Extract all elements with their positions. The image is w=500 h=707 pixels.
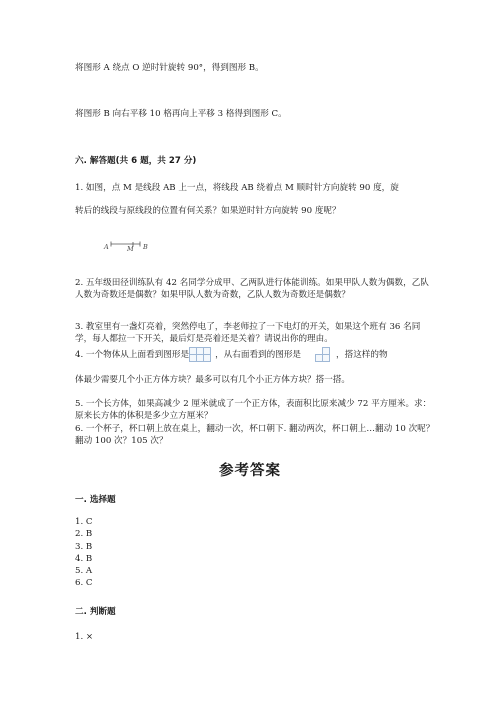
section-heading-true-false: 二. 判断题 [75, 607, 116, 617]
question-5: 5. 一个长方体，如果高减少 2 厘米就成了一个正方体，表面积比原来减少 72 平方厘米。求：原来长方体的体积是多少立方厘米？ [75, 399, 432, 421]
point-m-label: M [127, 245, 134, 252]
answer-key-title: 参考答案 [219, 463, 281, 479]
question-4-text-end: ，搭这样的物 [336, 350, 388, 360]
question-2: 2. 五年级田径训练队有 42 名同学分成甲、乙两队进行体能训练。如果甲队人数为偶数，乙队人数为奇数还是偶数？如果甲队人数为奇数，乙队人数为奇数还是偶数？ [75, 278, 429, 300]
segment-ab-figure [100, 238, 150, 252]
choice-answer-list [75, 516, 93, 590]
choice-answer: 6. C [75, 578, 93, 589]
section-heading-multiple-choice: 一. 选择题 [75, 495, 116, 505]
point-b-label: B [143, 243, 148, 251]
choice-answer: 5. A [75, 566, 93, 577]
choice-answer: 3. B [75, 541, 93, 552]
question-1-line-2: 转后的线段与原线段的位置有何关系？如果逆时针方向旋转 90 度呢？ [75, 206, 341, 216]
question-4-text-right: ，从右面看到的图形是 [215, 350, 302, 360]
top-view-grid [189, 347, 211, 362]
question-3: 3. 教室里有一盏灯亮着，突然停电了，李老师拉了一下电灯的开关，如果这个班有 36 名同学，每人都拉一下开关，最后灯是亮着还是关着？请说出你的理由。 [75, 322, 421, 344]
question-6: 6. 一个杯子，杯口朝上放在桌上，翻动一次，杯口朝下. 翻动两次，杯口朝上…翻动 10 次呢？翻动 100 次？105 次？ [75, 424, 435, 446]
choice-answer: 4. B [75, 553, 93, 564]
choice-answer: 2. B [75, 529, 93, 540]
question-4-line-1 [75, 347, 388, 362]
instruction-translate: 将图形 B 向右平移 10 格再向上平移 3 格得到图形 C。 [75, 109, 287, 119]
question-1-line-1: 1. 如图，点 M 是线段 AB 上一点，将线段 AB 绕着点 M 顺时针方向旋转 90 度，旋 [75, 183, 399, 193]
judge-answer: 1. × [75, 632, 94, 642]
question-4-text-top: 4. 一个物体从上面看到图形是 [75, 350, 190, 360]
choice-answer: 1. C [75, 517, 93, 527]
section-heading-answer-questions: 六. 解答题(共 6 题，共 27 分) [75, 156, 197, 166]
point-a-label: A [104, 243, 109, 251]
instruction-rotate: 将图形 A 绕点 O 逆时针旋转 90°，得到图形 B。 [75, 63, 264, 73]
question-4-line-2: 体最少需要几个小正方体方块？最多可以有几个小正方体方块？搭一搭。 [75, 375, 351, 385]
right-view-grid [315, 347, 330, 362]
judge-answer-list [75, 631, 93, 643]
